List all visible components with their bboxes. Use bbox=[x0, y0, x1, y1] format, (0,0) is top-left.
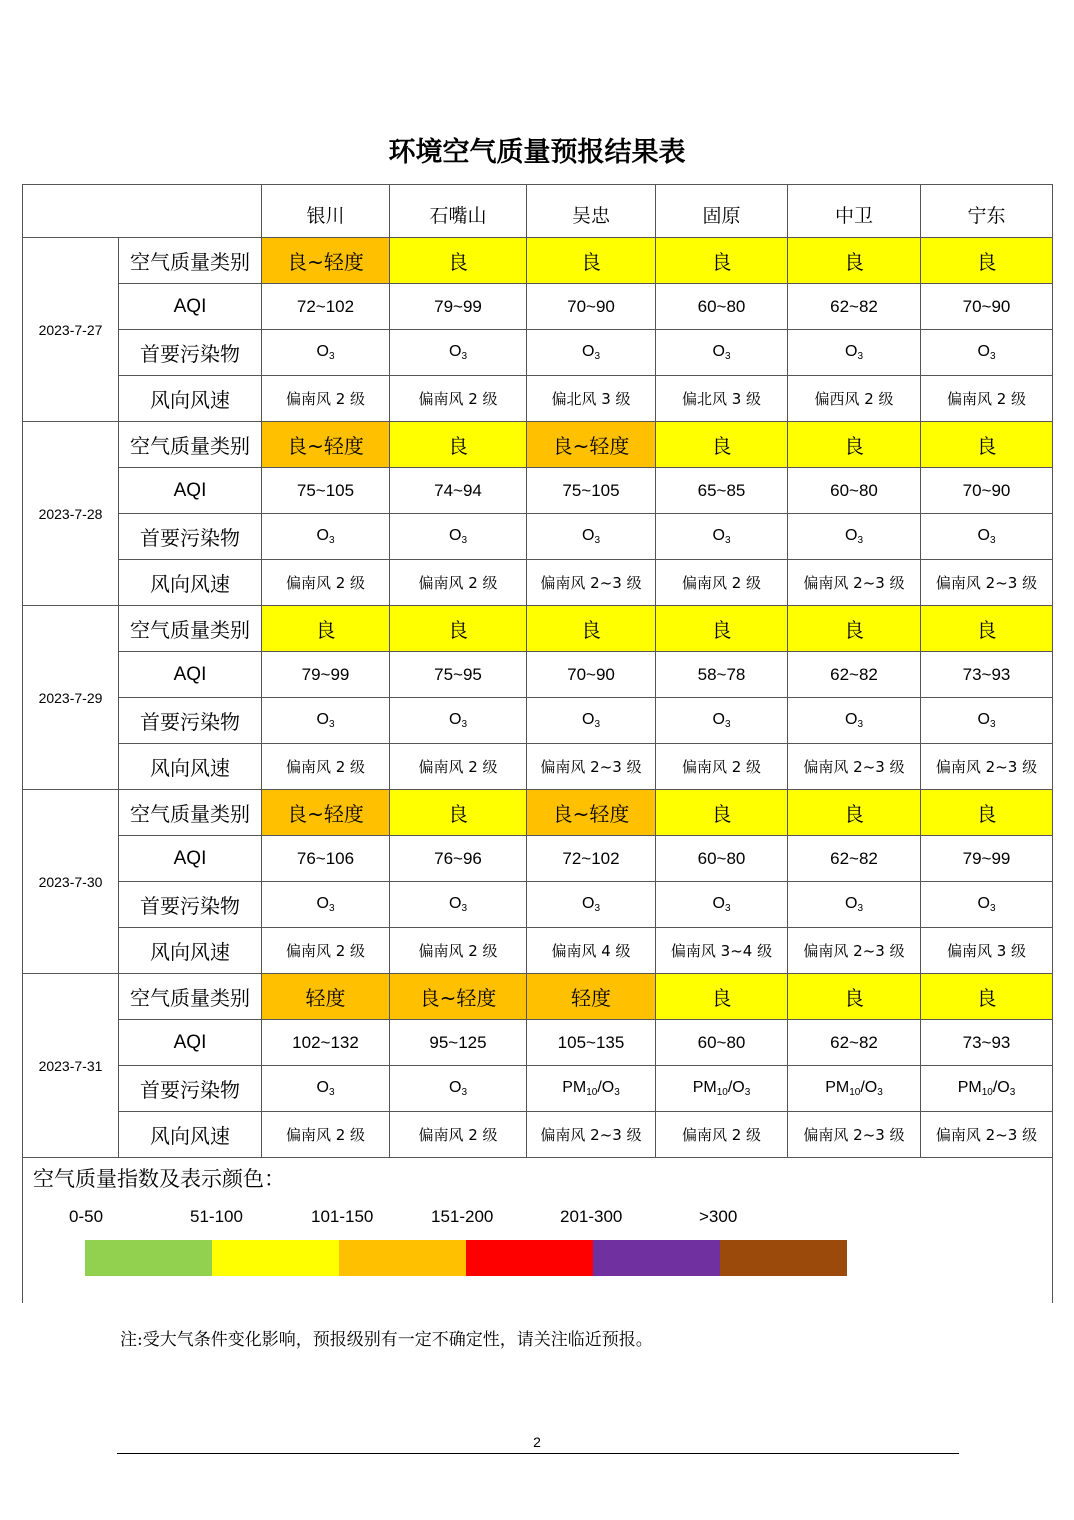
pollutant-cell bbox=[788, 1066, 921, 1112]
row-aqi bbox=[23, 836, 1053, 882]
aqi-cell: 73~93 bbox=[921, 1020, 1053, 1066]
row-label-pollutant: 首要污染物 bbox=[119, 330, 262, 376]
row-category bbox=[23, 790, 1053, 836]
wind-cell: 偏南风 2 级 bbox=[656, 560, 788, 606]
row-label-pollutant: 首要污染物 bbox=[119, 698, 262, 744]
aqi-cell: 76~96 bbox=[390, 836, 527, 882]
pollutant-subscript: 10 bbox=[716, 1087, 728, 1098]
pollutant-base: O bbox=[316, 895, 329, 912]
aqi-cell: 79~99 bbox=[262, 652, 390, 698]
pollutant-cell bbox=[788, 330, 921, 376]
pollutant-base: O bbox=[977, 527, 990, 544]
pollutant-base: O bbox=[448, 1079, 462, 1096]
pollutant-base: O bbox=[316, 527, 329, 544]
city-header: 中卫 bbox=[788, 185, 921, 238]
wind-cell: 偏南风 2~3 级 bbox=[527, 744, 656, 790]
pollutant-cell bbox=[788, 698, 921, 744]
pollutant-base: O bbox=[844, 527, 858, 544]
pollutant-subscript: 3 bbox=[1009, 1087, 1016, 1098]
pollutant-base: O bbox=[581, 711, 595, 728]
aqi-cell: 60~80 bbox=[656, 836, 788, 882]
pollutant-subscript: 3 bbox=[594, 903, 600, 914]
pollutant-cell bbox=[921, 1066, 1053, 1112]
pollutant-cell bbox=[262, 514, 390, 560]
pollutant-cell bbox=[262, 882, 390, 928]
aqi-color-legend bbox=[22, 1151, 1053, 1303]
wind-cell: 偏南风 2 级 bbox=[262, 928, 390, 974]
pollutant-subscript: 3 bbox=[328, 351, 335, 362]
aqi-cell: 62~82 bbox=[788, 1020, 921, 1066]
pollutant-cell bbox=[656, 514, 788, 560]
row-pollutant bbox=[23, 330, 1053, 376]
row-label-pollutant: 首要污染物 bbox=[119, 882, 262, 928]
aqi-cell: 102~132 bbox=[262, 1020, 390, 1066]
date-cell: 2023-7-29 bbox=[23, 606, 119, 790]
wind-cell: 偏南风 2 级 bbox=[656, 1112, 788, 1158]
aqi-cell: 70~90 bbox=[527, 284, 656, 330]
aqi-cell: 70~90 bbox=[921, 284, 1053, 330]
legend-color-swatch bbox=[339, 1240, 466, 1276]
pollutant-subscript: 3 bbox=[594, 535, 600, 546]
pollutant-base: O bbox=[844, 343, 858, 360]
pollutant-tail: /O bbox=[992, 1079, 1010, 1096]
pollutant-subscript: 3 bbox=[989, 351, 996, 362]
aqi-cell: 62~82 bbox=[788, 652, 921, 698]
category-cell: 良 bbox=[656, 606, 788, 652]
date-cell: 2023-7-31 bbox=[23, 974, 119, 1158]
row-label-wind: 风向风速 bbox=[119, 928, 262, 974]
wind-cell: 偏南风 2~3 级 bbox=[527, 560, 656, 606]
category-cell: 轻度 bbox=[262, 974, 390, 1020]
pollutant-subscript: 3 bbox=[328, 535, 335, 546]
category-cell: 良 bbox=[788, 790, 921, 836]
pollutant-base: O bbox=[712, 895, 725, 912]
row-pollutant bbox=[23, 698, 1053, 744]
city-header: 石嘴山 bbox=[390, 185, 527, 238]
pollutant-subscript: 3 bbox=[461, 535, 467, 546]
row-label-wind: 风向风速 bbox=[119, 1112, 262, 1158]
forecast-note: 注:受大气条件变化影响，预报级别有一定不确定性，请关注临近预报。 bbox=[120, 1330, 653, 1350]
row-label-aqi: AQI bbox=[119, 468, 262, 514]
pollutant-base: O bbox=[844, 895, 858, 912]
pollutant-subscript: 10 bbox=[586, 1087, 598, 1098]
footer-rule bbox=[117, 1453, 959, 1454]
row-label-aqi: AQI bbox=[119, 1020, 262, 1066]
category-cell: 良 bbox=[788, 606, 921, 652]
category-cell: 良~轻度 bbox=[262, 422, 390, 468]
row-wind bbox=[23, 744, 1053, 790]
row-aqi bbox=[23, 652, 1053, 698]
row-label-pollutant: 首要污染物 bbox=[119, 1066, 262, 1112]
pollutant-base: O bbox=[977, 895, 990, 912]
category-cell: 良 bbox=[921, 606, 1053, 652]
pollutant-subscript: 3 bbox=[461, 351, 467, 362]
legend-color-swatch bbox=[466, 1240, 593, 1276]
legend-range-label: 0-50 bbox=[69, 1207, 104, 1226]
pollutant-base: O bbox=[581, 527, 595, 544]
category-cell: 良 bbox=[921, 974, 1053, 1020]
category-cell: 良 bbox=[527, 606, 656, 652]
wind-cell: 偏南风 2~3 级 bbox=[921, 560, 1053, 606]
pollutant-subscript: 3 bbox=[724, 903, 731, 914]
category-cell: 良 bbox=[788, 974, 921, 1020]
category-cell: 良 bbox=[656, 790, 788, 836]
pollutant-cell bbox=[262, 1066, 390, 1112]
pollutant-base: O bbox=[581, 343, 595, 360]
pollutant-subscript: 3 bbox=[724, 535, 731, 546]
pollutant-subscript: 3 bbox=[724, 351, 731, 362]
pollutant-subscript: 3 bbox=[328, 1087, 335, 1098]
pollutant-tail: /O bbox=[597, 1079, 615, 1096]
row-label-aqi: AQI bbox=[119, 284, 262, 330]
wind-cell: 偏南风 3 级 bbox=[921, 928, 1053, 974]
wind-cell: 偏南风 2 级 bbox=[390, 928, 527, 974]
pollutant-subscript: 3 bbox=[614, 1087, 620, 1098]
page-number: 2 bbox=[533, 1434, 541, 1450]
pollutant-cell bbox=[527, 698, 656, 744]
pollutant-subscript: 3 bbox=[594, 351, 600, 362]
aqi-cell: 62~82 bbox=[788, 284, 921, 330]
category-cell: 良 bbox=[390, 790, 527, 836]
pollutant-base: O bbox=[712, 711, 725, 728]
pollutant-base: PM bbox=[957, 1079, 982, 1096]
wind-cell: 偏南风 2 级 bbox=[262, 560, 390, 606]
aqi-cell: 105~135 bbox=[527, 1020, 656, 1066]
aqi-cell: 79~99 bbox=[921, 836, 1053, 882]
pollutant-base: O bbox=[448, 895, 462, 912]
category-cell: 良 bbox=[921, 422, 1053, 468]
legend-color-swatch bbox=[212, 1240, 339, 1276]
aqi-cell: 95~125 bbox=[390, 1020, 527, 1066]
pollutant-subscript: 3 bbox=[328, 903, 335, 914]
row-label-pollutant: 首要污染物 bbox=[119, 514, 262, 560]
category-cell: 轻度 bbox=[527, 974, 656, 1020]
aqi-cell: 60~80 bbox=[656, 1020, 788, 1066]
aqi-cell: 62~82 bbox=[788, 836, 921, 882]
pollutant-tail: /O bbox=[860, 1079, 878, 1096]
wind-cell: 偏南风 2~3 级 bbox=[788, 560, 921, 606]
city-header: 银川 bbox=[262, 185, 390, 238]
pollutant-base: O bbox=[316, 1079, 329, 1096]
pollutant-cell bbox=[527, 330, 656, 376]
legend-range-label: 201-300 bbox=[560, 1207, 623, 1226]
pollutant-cell bbox=[262, 330, 390, 376]
category-cell: 良 bbox=[921, 238, 1053, 284]
row-wind bbox=[23, 928, 1053, 974]
city-header: 宁东 bbox=[921, 185, 1053, 238]
pollutant-base: O bbox=[977, 711, 990, 728]
pollutant-cell bbox=[390, 698, 527, 744]
aqi-cell: 73~93 bbox=[921, 652, 1053, 698]
row-label-aqi: AQI bbox=[119, 836, 262, 882]
pollutant-subscript: 3 bbox=[857, 719, 863, 730]
category-cell: 良 bbox=[788, 238, 921, 284]
aqi-cell: 70~90 bbox=[921, 468, 1053, 514]
pollutant-cell bbox=[921, 698, 1053, 744]
wind-cell: 偏南风 2 级 bbox=[390, 560, 527, 606]
pollutant-subscript: 3 bbox=[857, 903, 863, 914]
row-aqi bbox=[23, 284, 1053, 330]
category-cell: 良~轻度 bbox=[262, 790, 390, 836]
wind-cell: 偏南风 3~4 级 bbox=[656, 928, 788, 974]
category-cell: 良 bbox=[262, 606, 390, 652]
date-cell: 2023-7-30 bbox=[23, 790, 119, 974]
header-corner-cell bbox=[23, 185, 262, 238]
pollutant-subscript: 3 bbox=[989, 719, 996, 730]
wind-cell: 偏南风 4 级 bbox=[527, 928, 656, 974]
pollutant-base: PM bbox=[692, 1079, 717, 1096]
aqi-cell: 58~78 bbox=[656, 652, 788, 698]
pollutant-cell bbox=[390, 514, 527, 560]
row-wind bbox=[23, 376, 1053, 422]
category-cell: 良~轻度 bbox=[527, 790, 656, 836]
page-title: 环境空气质量预报结果表 bbox=[388, 137, 686, 168]
row-category bbox=[23, 606, 1053, 652]
aqi-cell: 60~80 bbox=[656, 284, 788, 330]
date-cell: 2023-7-28 bbox=[23, 422, 119, 606]
pollutant-subscript: 3 bbox=[744, 1087, 751, 1098]
pollutant-cell bbox=[656, 698, 788, 744]
category-cell: 良 bbox=[656, 974, 788, 1020]
aqi-cell: 75~95 bbox=[390, 652, 527, 698]
wind-cell: 偏南风 2~3 级 bbox=[788, 928, 921, 974]
pollutant-base: O bbox=[316, 711, 329, 728]
category-cell: 良 bbox=[390, 422, 527, 468]
row-aqi bbox=[23, 1020, 1053, 1066]
wind-cell: 偏南风 2 级 bbox=[262, 376, 390, 422]
pollutant-base: O bbox=[712, 527, 725, 544]
category-cell: 良~轻度 bbox=[390, 974, 527, 1020]
category-cell: 良 bbox=[390, 606, 527, 652]
pollutant-cell bbox=[921, 330, 1053, 376]
row-category bbox=[23, 422, 1053, 468]
pollutant-cell bbox=[390, 1066, 527, 1112]
row-pollutant bbox=[23, 1066, 1053, 1112]
aqi-cell: 72~102 bbox=[527, 836, 656, 882]
row-label-wind: 风向风速 bbox=[119, 560, 262, 606]
pollutant-base: O bbox=[712, 343, 725, 360]
legend-range-label: 101-150 bbox=[311, 1207, 374, 1226]
pollutant-cell bbox=[527, 882, 656, 928]
wind-cell: 偏南风 2~3 级 bbox=[788, 1112, 921, 1158]
pollutant-base: PM bbox=[825, 1079, 850, 1096]
pollutant-base: O bbox=[448, 711, 462, 728]
wind-cell: 偏南风 2 级 bbox=[390, 376, 527, 422]
pollutant-base: O bbox=[844, 711, 858, 728]
pollutant-cell bbox=[390, 882, 527, 928]
wind-cell: 偏西风 2 级 bbox=[788, 376, 921, 422]
aqi-cell: 60~80 bbox=[788, 468, 921, 514]
legend-color-swatch bbox=[593, 1240, 720, 1276]
row-label-category: 空气质量类别 bbox=[119, 974, 262, 1020]
pollutant-cell bbox=[788, 514, 921, 560]
city-header: 吴忠 bbox=[527, 185, 656, 238]
wind-cell: 偏南风 2~3 级 bbox=[921, 1112, 1053, 1158]
pollutant-cell bbox=[527, 514, 656, 560]
city-header: 固原 bbox=[656, 185, 788, 238]
category-cell: 良~轻度 bbox=[262, 238, 390, 284]
pollutant-base: O bbox=[448, 343, 462, 360]
row-category bbox=[23, 974, 1053, 1020]
pollutant-subscript: 10 bbox=[849, 1087, 861, 1098]
row-label-aqi: AQI bbox=[119, 652, 262, 698]
pollutant-subscript: 3 bbox=[461, 719, 467, 730]
legend-color-swatch bbox=[720, 1240, 847, 1276]
row-aqi bbox=[23, 468, 1053, 514]
pollutant-base: O bbox=[316, 343, 329, 360]
row-pollutant bbox=[23, 514, 1053, 560]
wind-cell: 偏南风 2 级 bbox=[262, 1112, 390, 1158]
aqi-cell: 75~105 bbox=[262, 468, 390, 514]
pollutant-base: PM bbox=[562, 1079, 587, 1096]
category-cell: 良~轻度 bbox=[527, 422, 656, 468]
category-cell: 良 bbox=[656, 238, 788, 284]
pollutant-subscript: 3 bbox=[724, 719, 731, 730]
aqi-cell: 70~90 bbox=[527, 652, 656, 698]
pollutant-cell bbox=[921, 514, 1053, 560]
row-label-wind: 风向风速 bbox=[119, 744, 262, 790]
wind-cell: 偏南风 2~3 级 bbox=[921, 744, 1053, 790]
aqi-cell: 72~102 bbox=[262, 284, 390, 330]
wind-cell: 偏南风 2 级 bbox=[262, 744, 390, 790]
row-label-wind: 风向风速 bbox=[119, 376, 262, 422]
pollutant-tail: /O bbox=[727, 1079, 745, 1096]
aqi-cell: 76~106 bbox=[262, 836, 390, 882]
pollutant-subscript: 3 bbox=[989, 903, 996, 914]
pollutant-cell bbox=[527, 1066, 656, 1112]
legend-color-swatch bbox=[85, 1240, 212, 1276]
pollutant-cell bbox=[390, 330, 527, 376]
pollutant-subscript: 3 bbox=[857, 351, 863, 362]
row-wind bbox=[23, 560, 1053, 606]
date-cell: 2023-7-27 bbox=[23, 238, 119, 422]
wind-cell: 偏北风 3 级 bbox=[527, 376, 656, 422]
pollutant-subscript: 3 bbox=[461, 1087, 467, 1098]
row-label-category: 空气质量类别 bbox=[119, 422, 262, 468]
pollutant-subscript: 3 bbox=[328, 719, 335, 730]
city-header-row bbox=[23, 185, 1053, 238]
wind-cell: 偏南风 2 级 bbox=[390, 744, 527, 790]
legend-range-label: 51-100 bbox=[190, 1207, 243, 1226]
legend-range-label: 151-200 bbox=[431, 1207, 494, 1226]
pollutant-base: O bbox=[581, 895, 595, 912]
forecast-table bbox=[22, 184, 1053, 1158]
legend-range-label: >300 bbox=[699, 1207, 738, 1226]
wind-cell: 偏南风 2 级 bbox=[921, 376, 1053, 422]
row-category bbox=[23, 238, 1053, 284]
pollutant-cell bbox=[656, 882, 788, 928]
category-cell: 良 bbox=[527, 238, 656, 284]
pollutant-subscript: 3 bbox=[461, 903, 467, 914]
wind-cell: 偏北风 3 级 bbox=[656, 376, 788, 422]
pollutant-cell bbox=[656, 1066, 788, 1112]
wind-cell: 偏南风 2~3 级 bbox=[527, 1112, 656, 1158]
pollutant-base: O bbox=[977, 343, 990, 360]
pollutant-cell bbox=[921, 882, 1053, 928]
row-label-category: 空气质量类别 bbox=[119, 790, 262, 836]
row-label-category: 空气质量类别 bbox=[119, 238, 262, 284]
legend-title: 空气质量指数及表示颜色： bbox=[33, 1167, 285, 1191]
pollutant-subscript: 3 bbox=[594, 719, 600, 730]
row-pollutant bbox=[23, 882, 1053, 928]
wind-cell: 偏南风 2~3 级 bbox=[788, 744, 921, 790]
category-cell: 良 bbox=[656, 422, 788, 468]
pollutant-subscript: 10 bbox=[981, 1087, 993, 1098]
pollutant-subscript: 3 bbox=[857, 535, 863, 546]
aqi-cell: 75~105 bbox=[527, 468, 656, 514]
row-label-category: 空气质量类别 bbox=[119, 606, 262, 652]
pollutant-subscript: 3 bbox=[989, 535, 996, 546]
aqi-cell: 74~94 bbox=[390, 468, 527, 514]
category-cell: 良 bbox=[921, 790, 1053, 836]
category-cell: 良 bbox=[390, 238, 527, 284]
pollutant-base: O bbox=[448, 527, 462, 544]
aqi-cell: 79~99 bbox=[390, 284, 527, 330]
wind-cell: 偏南风 2 级 bbox=[390, 1112, 527, 1158]
pollutant-cell bbox=[788, 882, 921, 928]
pollutant-cell bbox=[262, 698, 390, 744]
category-cell: 良 bbox=[788, 422, 921, 468]
wind-cell: 偏南风 2 级 bbox=[656, 744, 788, 790]
pollutant-subscript: 3 bbox=[877, 1087, 883, 1098]
pollutant-cell bbox=[656, 330, 788, 376]
aqi-cell: 65~85 bbox=[656, 468, 788, 514]
